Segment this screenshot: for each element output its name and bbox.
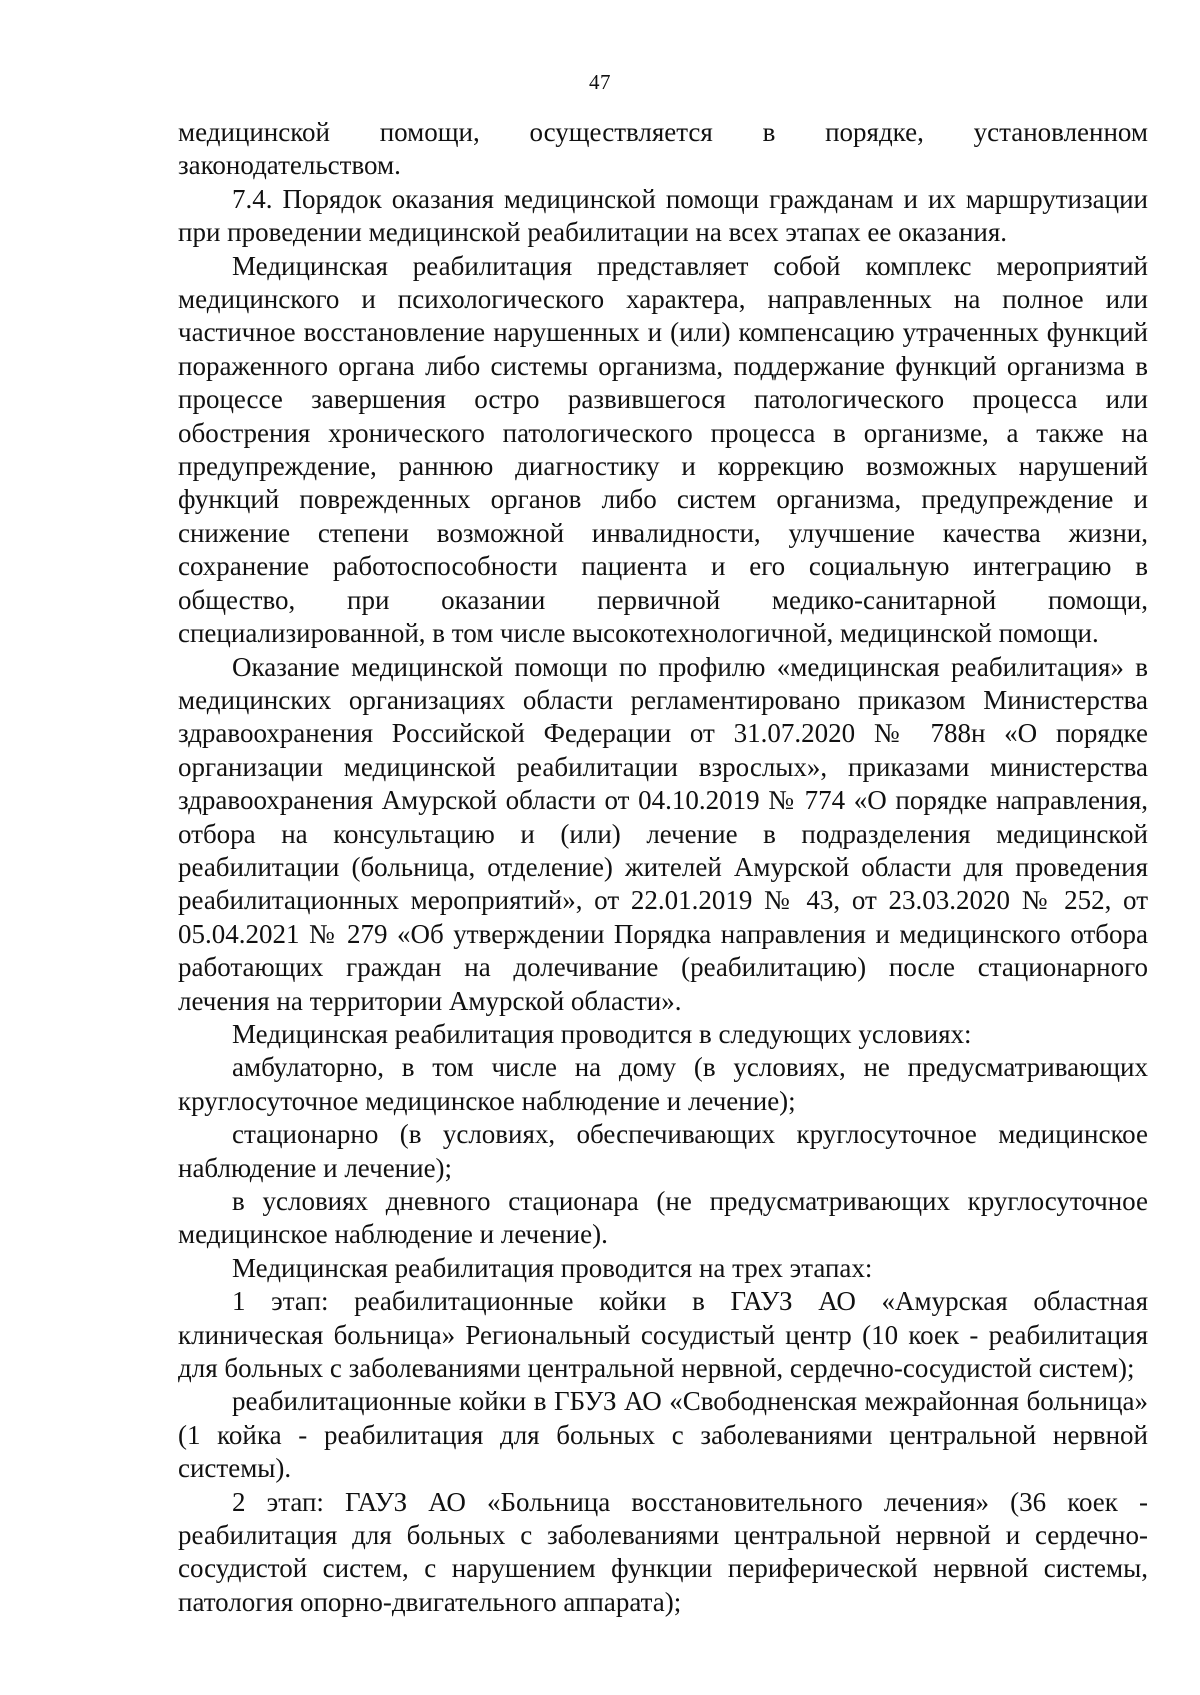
paragraph-regulations: Оказание медицинской помощи по профилю «медицинская реабилитация» в медицинских организациях области регламентировано приказом Министерства здравоохранения Российской Федерации от 31.07.2020 № 788н «О порядке организации медицинской реабилитации взрослых», приказами министерства здравоохранения Амурской области от 04.10.2019 № 774 «О порядке направления, отбора на консультацию и (или) лечение в подразделения медицинской реабилитации (больница, отделение) жителей Амурской области для проведения реабилитационных мероприятий», от 22.01.2019 № 43, от 23.03.2020 № 252, от 05.04.2021 № 279 «Об утверждении Порядка направления и медицинского отбора работающих граждан на долечивание (реабилитацию) после стационарного лечения на территории Амурской области». xyxy=(178,651,1148,1016)
paragraph-conditions-intro: Медицинская реабилитация проводится в следующих условиях: xyxy=(232,1018,972,1049)
paragraph-stage-2: 2 этап: ГАУЗ АО «Больница восстановительного лечения» (36 коек - реабилитация для больных с заболеваниями центральной нервной и сердечно-сосудистой систем, с нарушением функции периферической нервной системы, патология опорно-двигательного аппарата); xyxy=(178,1486,1148,1617)
paragraph-continuation-line-1: медицинской помощи, осуществляется в порядке, установленном xyxy=(178,117,1148,147)
paragraph-continuation xyxy=(178,116,1148,183)
paragraph-condition-outpatient: амбулаторно, в том числе на дому (в условиях, не предусматривающих круглосуточное медицинское наблюдение и лечение); xyxy=(178,1052,1148,1116)
paragraph-condition-inpatient: стационарно (в условиях, обеспечивающих круглосуточное медицинское наблюдение и лечение); xyxy=(178,1119,1148,1183)
paragraph-stages-intro: Медицинская реабилитация проводится на трех этапах: xyxy=(232,1252,873,1283)
paragraph-condition-day-hospital: в условиях дневного стационара (не предусматривающих круглосуточное медицинское наблюдение и лечение). xyxy=(178,1186,1148,1250)
document-body xyxy=(178,116,1148,1619)
paragraph-stage-1-svobodny: реабилитационные койки в ГБУЗ АО «Свободненская межрайонная больница» (1 койка - реабилитация для больных с заболеваниями центральной нервной системы). xyxy=(178,1386,1148,1484)
paragraph-definition: Медицинская реабилитация представляет собой комплекс мероприятий медицинского и психологического характера, направленных на полное или частичное восстановление нарушенных и (или) компенсацию утраченных функций пораженного органа либо системы организма, поддержание функций организма в процессе завершения остро развившегося патологического процесса или обострения хронического патологического процесса в организме, а также на предупреждение, раннюю диагностику и коррекцию возможных нарушений функций поврежденных органов либо систем организма, предупреждение и снижение степени возможной инвалидности, улучшение качества жизни, сохранение работоспособности пациента и его социальную интеграцию в общество, при оказании первичной медико-санитарной помощи, специализированной, в том числе высокотехнологичной, медицинской помощи. xyxy=(178,250,1148,649)
page-number: 47 xyxy=(589,70,611,94)
paragraph-stage-1: 1 этап: реабилитационные койки в ГАУЗ АО «Амурская областная клиническая больница» Региональный сосудистый центр (10 коек - реабилитация для больных с заболеваниями центральной нервной, сердечно-сосудистой систем); xyxy=(178,1286,1148,1384)
section-heading-7-4: 7.4. Порядок оказания медицинской помощи гражданам и их маршрутизации при проведении медицинской реабилитации на всех этапах ее оказания. xyxy=(178,183,1148,248)
paragraph-continuation-line-2: законодательством. xyxy=(178,150,401,181)
